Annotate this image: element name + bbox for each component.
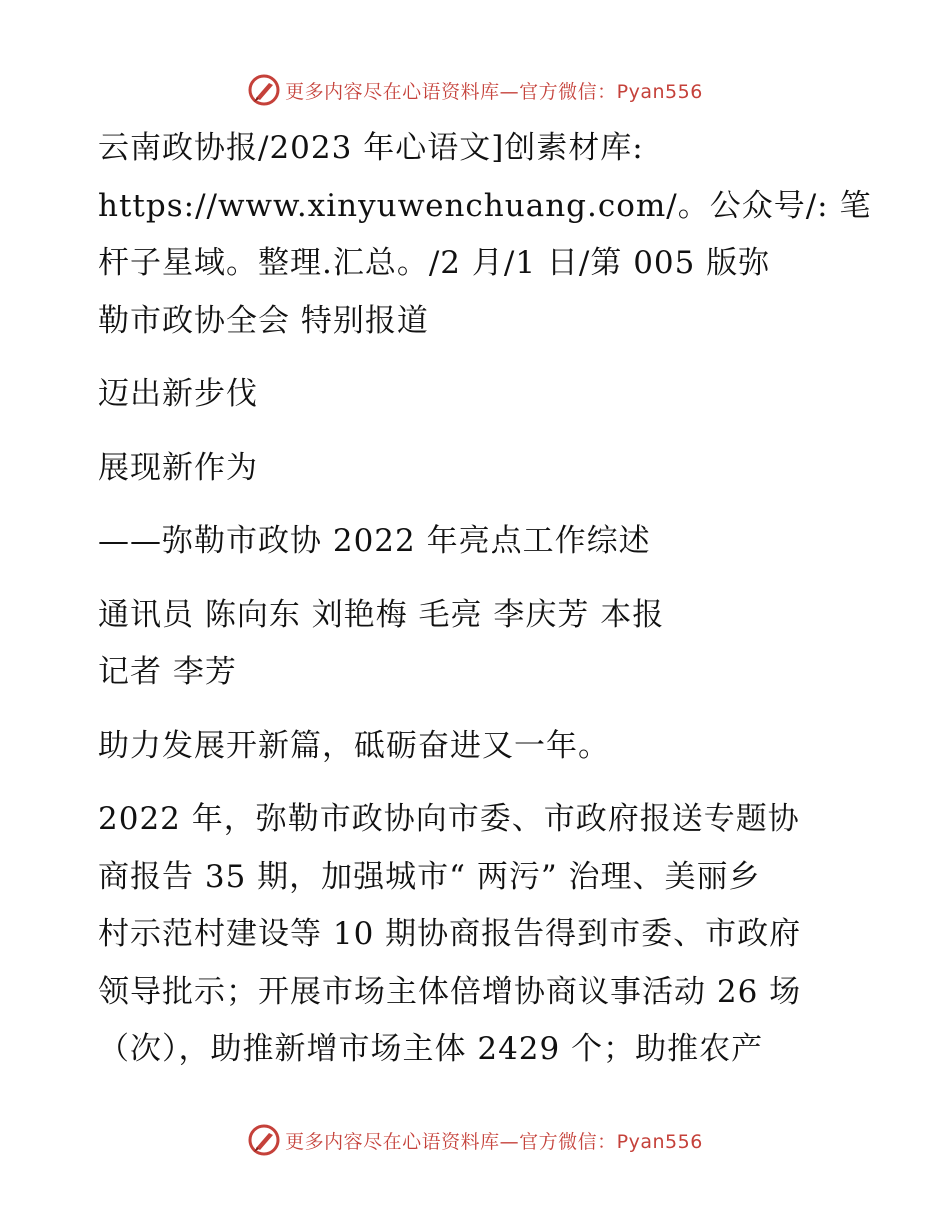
text-line: 2022 年，弥勒市政协向市委、市政府报送专题协 (98, 801, 800, 837)
text-line: 云南政协报/2023 年心语文]创素材库: (98, 130, 644, 166)
text-line: （次），助推新增市场主体 2429 个；助推农产 (98, 1031, 764, 1067)
document-body (98, 120, 872, 1079)
byline-line: 通讯员 陈向东 刘艳梅 毛亮 李庆芳 本报 (98, 596, 665, 633)
headline-line-1: 迈出新步伐 (98, 376, 258, 412)
text-line: 杆子星域。整理.汇总。/2 月/1 日/第 005 版弥 (98, 245, 771, 281)
header-banner (0, 70, 950, 110)
text-line: 勒市政协全会 特别报道 (98, 302, 429, 339)
text-line: 商报告 35 期，加强城市“ 两污” 治理、美丽乡 (98, 858, 761, 895)
byline-line: 记者 李芳 (98, 654, 237, 690)
pen-feather-logo-icon (247, 73, 281, 107)
text-line: 村示范村建设等 10 期协商报告得到市委、市政府 (98, 916, 802, 952)
text-line: https://www.xinyuwenchuang.com/。公众号/: 笔 (98, 187, 872, 224)
banner-text: 更多内容尽在心语资料库—官方微信：Pyan556 (285, 1130, 703, 1153)
headline-line-2: 展现新作为 (98, 449, 258, 486)
subtitle-line: ——弥勒市政协 2022 年亮点工作综述 (98, 523, 651, 559)
pen-feather-logo-icon (247, 1123, 281, 1157)
text-line: 领导批示；开展市场主体倍增协商议事活动 26 场 (98, 973, 802, 1010)
banner-text: 更多内容尽在心语资料库—官方微信：Pyan556 (285, 80, 703, 103)
footer-banner (0, 1120, 950, 1160)
lead-line: 助力发展开新篇，砥砺奋进又一年。 (98, 727, 610, 764)
